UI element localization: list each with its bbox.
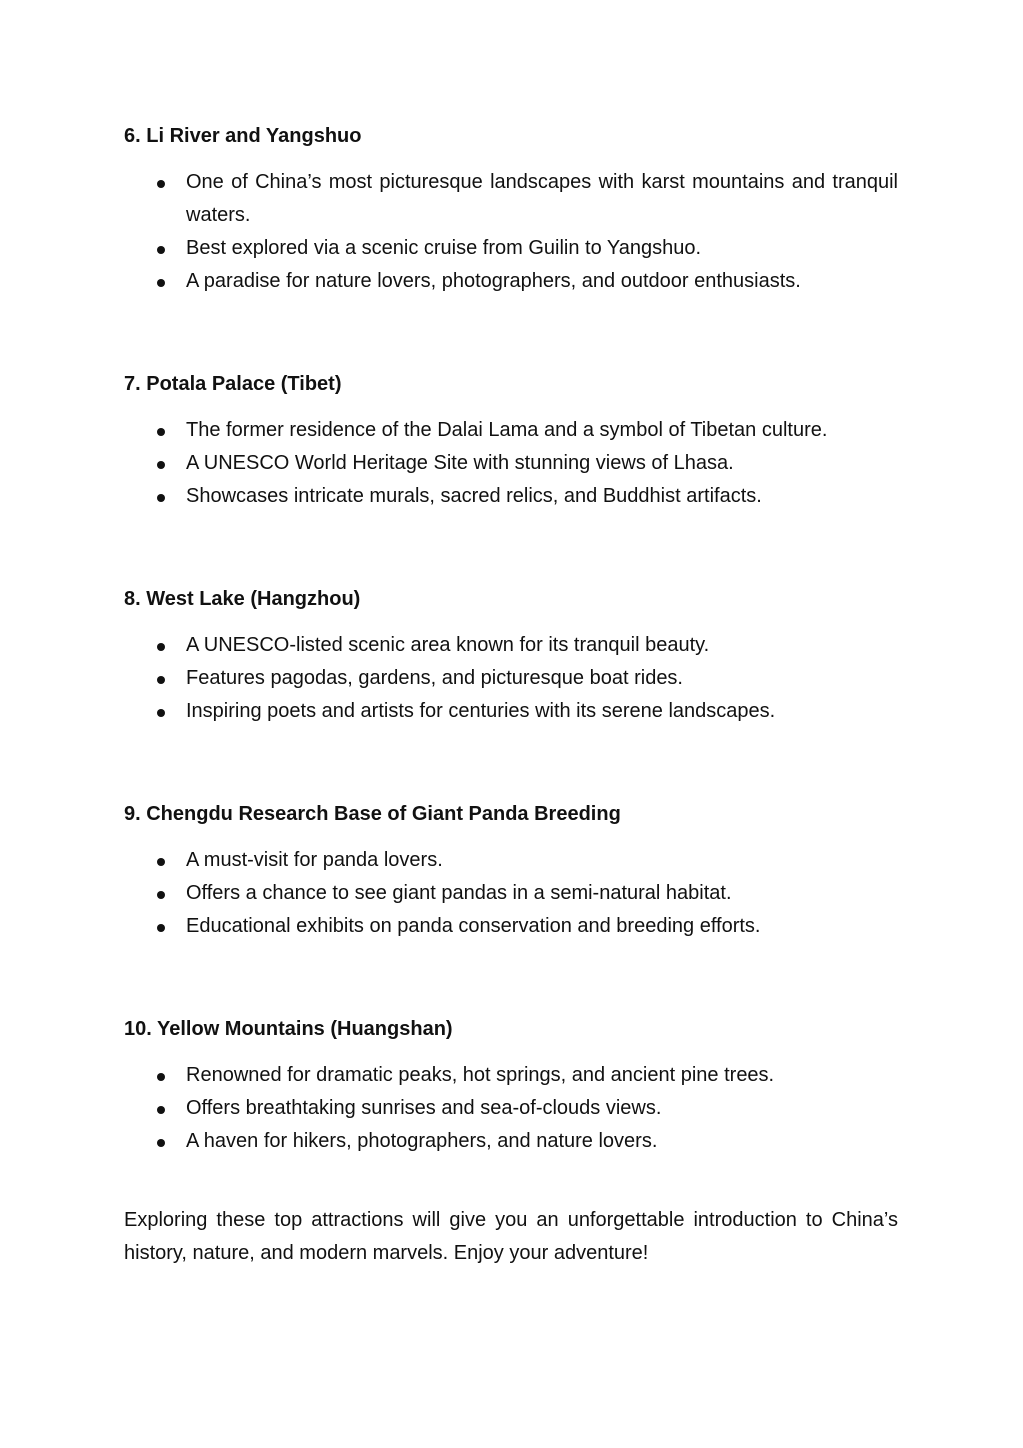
list-item	[124, 166, 898, 232]
bullet-icon	[157, 1139, 165, 1147]
list-item	[124, 1125, 898, 1158]
list-item-text: Showcases intricate murals, sacred relics, and Buddhist artifacts.	[186, 485, 762, 507]
list-item-text: Renowned for dramatic peaks, hot springs, and ancient pine trees.	[186, 1064, 775, 1086]
list-item	[124, 1092, 898, 1125]
bullet-icon	[157, 676, 165, 684]
list-item-text: A UNESCO-listed scenic area known for its tranquil beauty.	[186, 634, 710, 656]
list-item	[124, 877, 898, 910]
bullet-icon	[157, 461, 165, 469]
section-potala-palace	[124, 368, 898, 513]
list-item-text: A paradise for nature lovers, photographers, and outdoor enthusiasts.	[186, 270, 801, 292]
list-item	[124, 662, 898, 695]
section-chengdu-panda-base	[124, 798, 898, 943]
bullet-list	[124, 166, 898, 298]
list-item	[124, 232, 898, 265]
bullet-icon	[157, 643, 165, 651]
bullet-icon	[157, 246, 165, 254]
bullet-icon	[157, 180, 165, 188]
section-heading: 10. Yellow Mountains (Huangshan)	[124, 1018, 453, 1040]
list-item	[124, 414, 898, 447]
list-item-text: The former residence of the Dalai Lama and a symbol of Tibetan culture.	[186, 419, 828, 441]
section-heading: 8. West Lake (Hangzhou)	[124, 588, 361, 610]
bullet-list	[124, 844, 898, 943]
bullet-list	[124, 1059, 898, 1158]
list-item-text: A must-visit for panda lovers.	[186, 849, 443, 871]
list-item-text: Best explored via a scenic cruise from Guilin to Yangshuo.	[186, 237, 702, 259]
list-item	[124, 480, 898, 513]
bullet-icon	[157, 1073, 165, 1081]
section-heading: 6. Li River and Yangshuo	[124, 125, 362, 147]
list-item-text: Inspiring poets and artists for centuries with its serene landscapes.	[186, 700, 776, 722]
list-item-text: One of China’s most picturesque landscapes with karst mountains and tranquil waters.	[186, 171, 898, 226]
bullet-icon	[157, 494, 165, 502]
document-page	[124, 120, 898, 1270]
bullet-icon	[157, 428, 165, 436]
list-item-text: Features pagodas, gardens, and picturesque boat rides.	[186, 667, 683, 689]
section-heading: 9. Chengdu Research Base of Giant Panda Breeding	[124, 803, 621, 825]
bullet-icon	[157, 1106, 165, 1114]
list-item	[124, 629, 898, 662]
bullet-icon	[157, 709, 165, 717]
list-item-text: A haven for hikers, photographers, and nature lovers.	[186, 1130, 658, 1152]
list-item-text: Offers breathtaking sunrises and sea-of-clouds views.	[186, 1097, 662, 1119]
list-item	[124, 910, 898, 943]
bullet-list	[124, 414, 898, 513]
section-heading: 7. Potala Palace (Tibet)	[124, 373, 342, 395]
section-li-river	[124, 120, 898, 298]
list-item-text: A UNESCO World Heritage Site with stunning views of Lhasa.	[186, 452, 734, 474]
list-item-text: Educational exhibits on panda conservation and breeding efforts.	[186, 915, 761, 937]
section-yellow-mountains	[124, 1013, 898, 1158]
list-item	[124, 1059, 898, 1092]
section-west-lake	[124, 583, 898, 728]
bullet-list	[124, 629, 898, 728]
list-item	[124, 844, 898, 877]
bullet-icon	[157, 279, 165, 287]
bullet-icon	[157, 924, 165, 932]
list-item	[124, 265, 898, 298]
closing-paragraph: Exploring these top attractions will give you an unforgettable introduction to China’s history, nature, and modern marvels. Enjoy your adventure!	[124, 1209, 898, 1264]
bullet-icon	[157, 858, 165, 866]
list-item	[124, 695, 898, 728]
bullet-icon	[157, 891, 165, 899]
list-item-text: Offers a chance to see giant pandas in a semi-natural habitat.	[186, 882, 732, 904]
list-item	[124, 447, 898, 480]
